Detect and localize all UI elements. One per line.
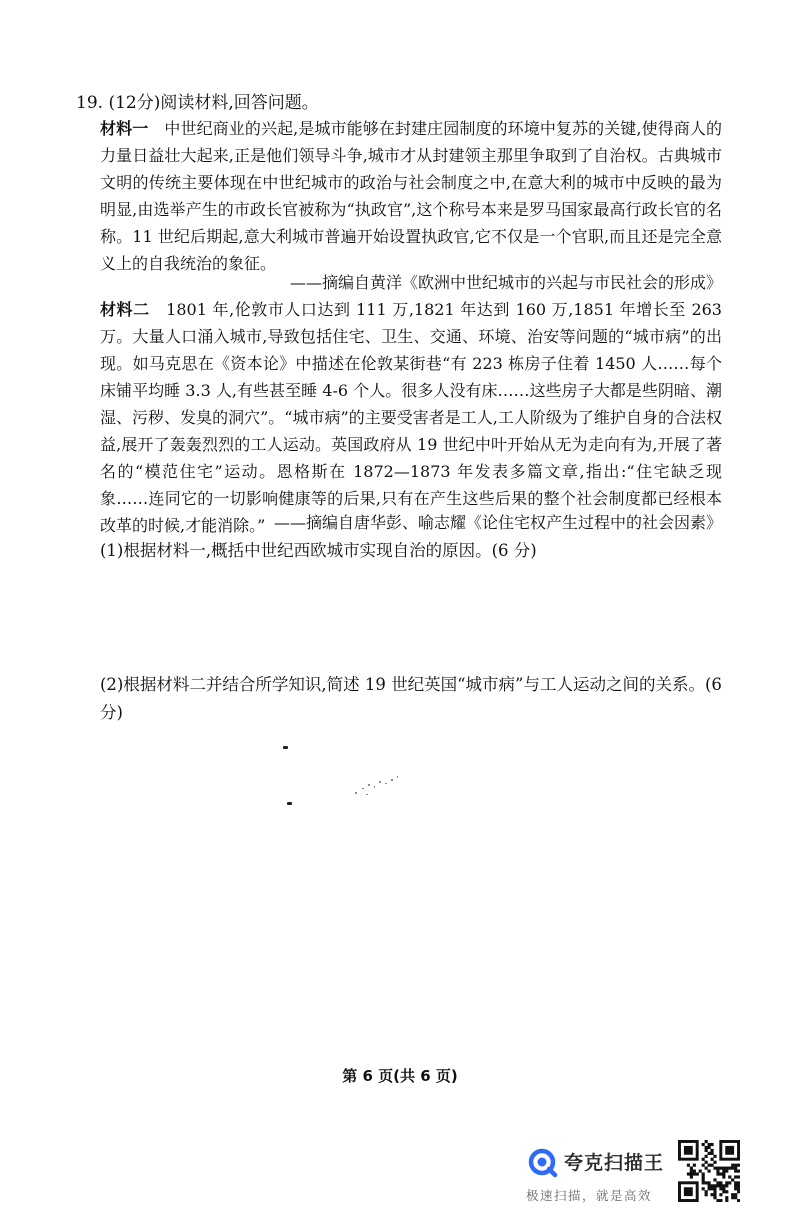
qr-code-icon <box>678 1140 740 1202</box>
scan-mark <box>283 746 288 749</box>
material-one-text: 中世纪商业的兴起,是城市能够在封建庄园制度的环境中复苏的关键,使得商人的力量日益壮大起来,正是他们领导斗争,城市才从封建领主那里争取到了自治权。古典城市文明的传统主要体现在中世纪城市的政治与社会制度之中,在意大利的城市中反映的最为明显,由选举产生的市政长官被称为“执政官”,这个称号本来是罗马国家最高行政长官的名称。11 世纪后期起,意大利城市普遍开始设置执政官,它不仅是一个官职,而且还是完全意义上的自我统治的象征。 <box>100 119 722 273</box>
material-two-text: 1801 年,伦敦市人口达到 111 万,1821 年达到 160 万,1851 年增长至 263 万。大量人口涌入城市,导致包括住宅、卫生、交通、环境、治安等问题的“城市病”的出现。如马克思在《资本论》中描述在伦敦某街巷“有 223 栋房子住着 1450 人……每个床铺平均睡 3.3 人,有些甚至睡 4-6 个人。很多人没有床……这些房子大都是些阴暗、潮湿、污秽、发臭的洞穴”。“城市病”的主要受害者是工人,工人阶级为了维护自身的合法权益,展开了轰轰烈烈的工人运动。英国政府从 19 世纪中叶开始从无为走向有为,开展了著名的“模范住宅”运动。恩格斯在 1872—1873 年发表多篇文章,指出:“住宅缺乏现象……连同它的一切影响健康等的后果,只有在产生这些后果的整个社会制度都已经根本改革的时候,才能消除。” <box>100 300 722 535</box>
page-footer: 第 6 页(共 6 页) <box>342 1067 458 1085</box>
question-header: 19. (12分)阅读材料,回答问题。 <box>76 93 319 113</box>
material-two <box>100 296 722 539</box>
material-two-source: ——摘编自唐华彭、喻志耀《论住宅权产生过程中的社会因素》 <box>273 513 722 532</box>
sub-question-2: (2)根据材料二并结合所学知识,简述 19 世纪英国“城市病”与工人运动之间的关系。(6 分) <box>100 675 722 722</box>
scan-mark <box>287 802 292 805</box>
brand-name: 夸克扫描王 <box>564 1152 665 1174</box>
sub-question-1: (1)根据材料一,概括中世纪西欧城市实现自治的原因。(6 分) <box>100 541 537 560</box>
brand-slogan: 极速扫描，就是高效 <box>526 1188 653 1203</box>
material-one <box>100 115 722 277</box>
material-one-label: 材料一 <box>100 119 149 138</box>
scanner-watermark <box>526 1142 676 1212</box>
quark-logo-icon <box>528 1148 558 1178</box>
material-two-label: 材料二 <box>100 300 150 319</box>
material-one-source: ——摘编自黄洋《欧洲中世纪城市的兴起与市民社会的形成》 <box>289 273 722 292</box>
